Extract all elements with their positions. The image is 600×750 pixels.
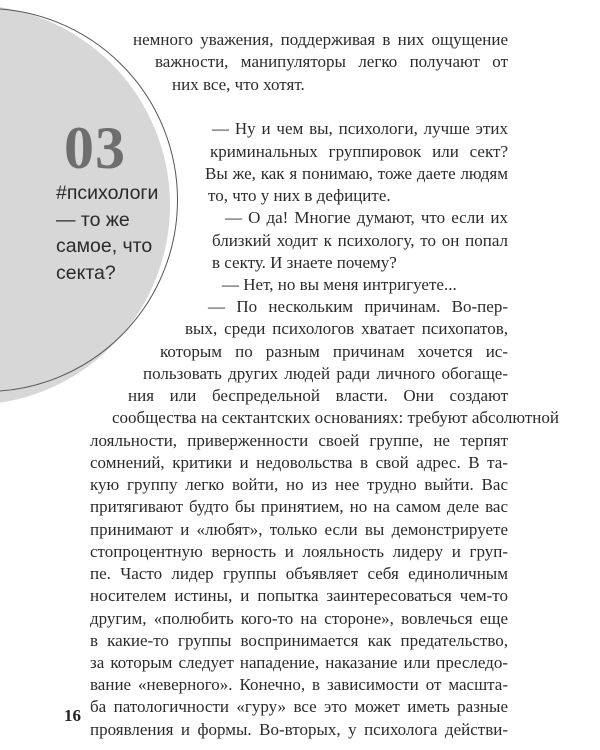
text-line: в какие-то группы воспринимается как предательство, — [90, 631, 508, 650]
text-line: — Ну и чем вы, психологи, лучше этих — [212, 119, 508, 138]
text-line: важности, манипуляторы легко получают от — [155, 52, 508, 71]
chapter-number: 03 — [64, 115, 126, 181]
text-line: кую группу легко войти, но из нее трудно выйти. Вас — [90, 475, 508, 494]
text-line: Вы же, как я понимаю, тоже даете людям — [205, 164, 508, 183]
text-line: стопроцентную верность и лояльность лидеру и груп- — [90, 542, 508, 561]
text-line: пе. Часто лидер группы объявляет себя единоличным — [90, 564, 508, 583]
text-line: то, что у них в дефиците. — [208, 186, 391, 205]
text-line: принимают и «любят», только если вы демонстрируете — [90, 520, 508, 539]
text-line: другим, «полюбить кого-то на стороне», вовлечься еще — [90, 609, 508, 628]
text-line: ния или беспредельной власти. Они создают — [128, 386, 508, 405]
text-line: в секту. И знаете почему? — [212, 253, 397, 272]
text-line: проявления и формы. Во-вторых, у психолога действи- — [90, 720, 508, 739]
text-line: притягивают будто бы принятием, но на самом деле вас — [90, 497, 508, 516]
text-line: которым по разным причинам хочется ис- — [160, 342, 508, 361]
text-line: сообщества на сектантских основаниях: требуют абсолютной — [112, 408, 559, 427]
text-line: сомнений, критики и недовольства в свой адрес. В та- — [90, 453, 508, 472]
text-line: за которым следует нападение, наказание или преследо- — [90, 653, 508, 672]
text-line: вых, среди психологов хватает психопатов, — [185, 319, 508, 338]
text-line: криминальных группировок или сект? — [210, 142, 508, 161]
text-line: носителем истины, и попытка заинтересоваться чем-то — [90, 586, 508, 605]
text-line: — О да! Многие думают, что если их — [225, 208, 508, 227]
text-line: немного уважения, поддерживая в них ощущение — [133, 30, 508, 49]
text-line: — Нет, но вы меня интригуете... — [222, 275, 457, 294]
text-line: близкий ходит к психологу, то он попал — [212, 231, 508, 250]
text-line: лояльности, приверженности своей группе, не терпят — [90, 431, 508, 450]
text-line: них все, что хотят. — [172, 75, 305, 94]
page-number: 16 — [64, 706, 81, 725]
chapter-title: #психологи — то же самое, что секта? — [56, 182, 159, 284]
text-line: ба патологичности «гуру» все это может иметь разные — [90, 697, 508, 716]
text-line: вание «неверного». Конечно, в зависимости от масшта- — [90, 675, 508, 694]
text-line: — По нескольким причинам. Во-пер- — [208, 297, 508, 316]
text-line: пользовать других людей ради личного обогаще- — [143, 364, 508, 383]
